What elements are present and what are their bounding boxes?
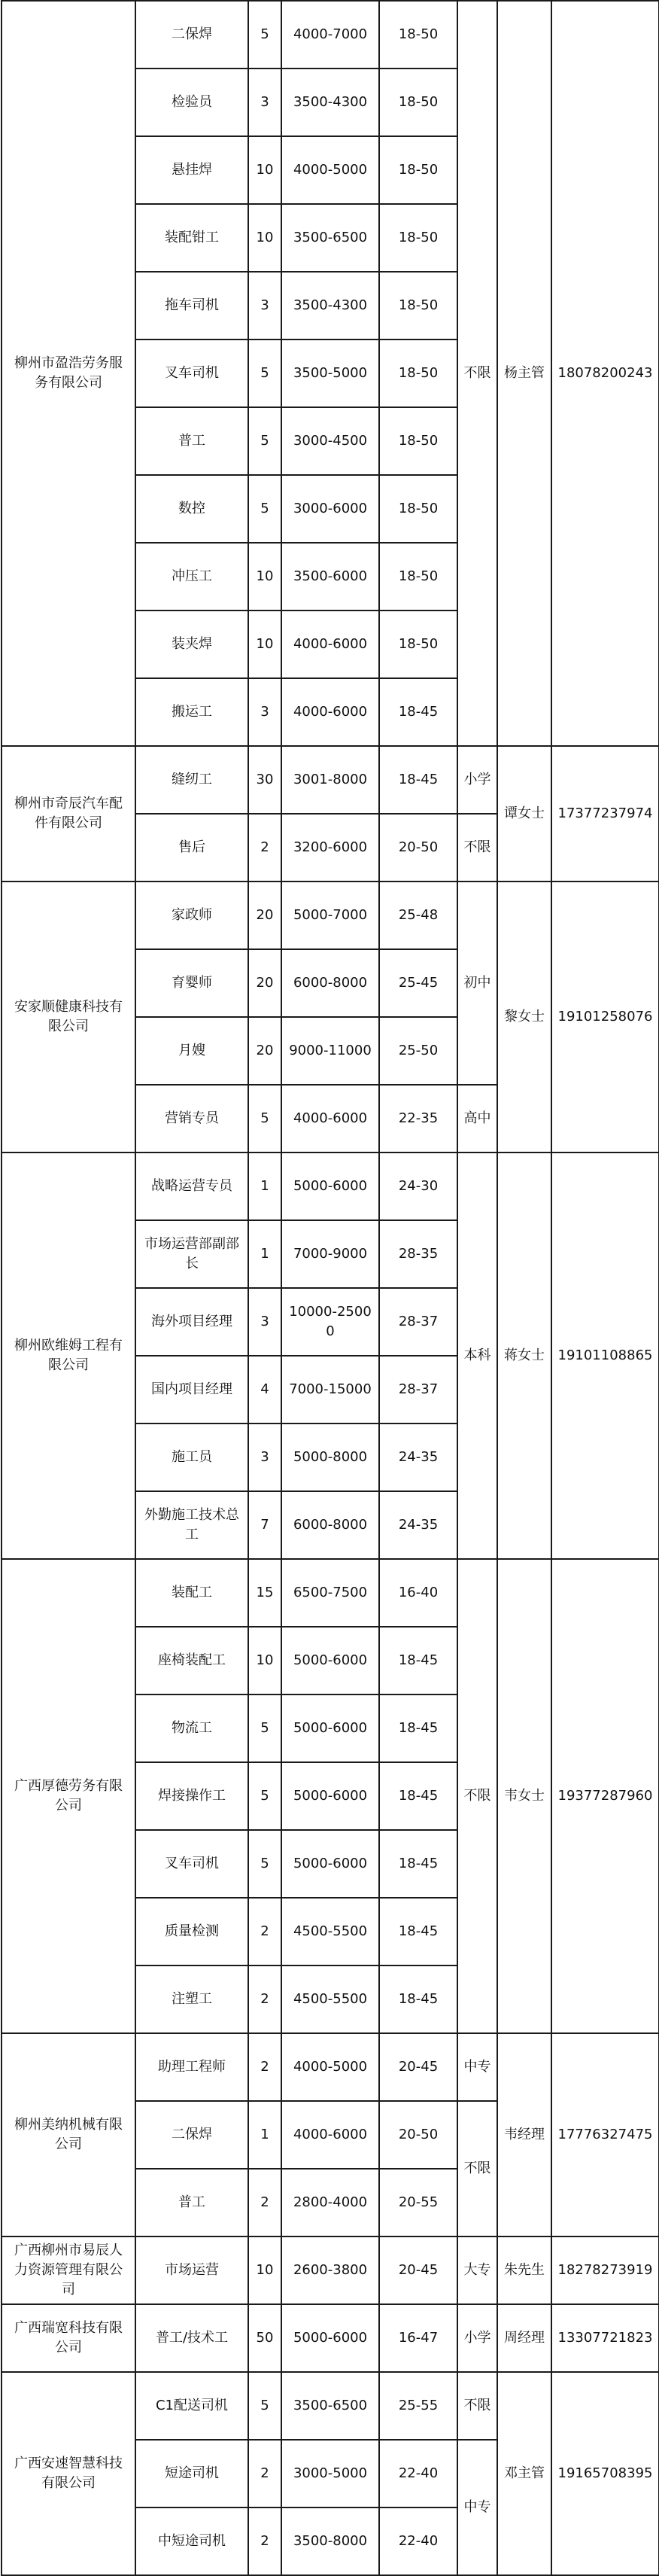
salary-range: 4000-6000 [281,611,379,678]
job-title: 家政师 [135,882,248,949]
education-requirement: 不限 [457,1,497,746]
headcount: 2 [248,2507,281,2575]
job-title: 缝纫工 [135,746,248,814]
contact-phone: 19101108865 [551,1153,659,1559]
company-name: 柳州美纳机械有限公司 [2,2033,135,2236]
contact-person: 韦经理 [497,2033,551,2236]
job-title: 月嫂 [135,1017,248,1085]
education-requirement: 小学 [457,746,497,814]
company-name: 广西瑞宽科技有限公司 [2,2304,135,2372]
job-title: 市场运营部副部长 [135,1220,248,1288]
age-range: 25-48 [379,882,457,949]
headcount: 10 [248,204,281,272]
age-range: 18-50 [379,475,457,543]
headcount: 15 [248,1559,281,1627]
table-row [2,2236,659,2304]
contact-person: 杨主管 [497,1,551,746]
age-range: 28-37 [379,1356,457,1423]
headcount: 5 [248,1830,281,1898]
job-title: 搬运工 [135,678,248,746]
headcount: 7 [248,1491,281,1559]
age-range: 18-50 [379,340,457,407]
job-title: 海外项目经理 [135,1288,248,1356]
job-title: 营销专员 [135,1085,248,1153]
age-range: 18-45 [379,746,457,814]
job-title: 数控 [135,475,248,543]
job-title: 装配钳工 [135,204,248,272]
education-requirement: 不限 [457,814,497,882]
headcount: 50 [248,2304,281,2372]
salary-range: 3500-5000 [281,340,379,407]
job-title: 二保焊 [135,1,248,69]
headcount: 5 [248,340,281,407]
headcount: 10 [248,543,281,611]
table-row [2,2372,659,2440]
headcount: 3 [248,272,281,340]
headcount: 2 [248,1965,281,2033]
age-range: 18-50 [379,1,457,69]
job-title: 座椅装配工 [135,1627,248,1694]
age-range: 22-40 [379,2507,457,2575]
education-requirement: 高中 [457,1085,497,1153]
education-requirement: 中专 [457,2440,497,2575]
salary-range: 4000-5000 [281,136,379,204]
age-range: 18-45 [379,1694,457,1762]
age-range: 24-35 [379,1423,457,1491]
job-title: 战略运营专员 [135,1153,248,1220]
salary-range: 5000-6000 [281,1694,379,1762]
headcount: 2 [248,2169,281,2236]
job-title: 检验员 [135,69,248,136]
contact-person: 谭女士 [497,746,551,882]
education-requirement: 小学 [457,2304,497,2372]
age-range: 18-50 [379,611,457,678]
salary-range: 3000-6000 [281,475,379,543]
job-title: 质量检测 [135,1898,248,1965]
headcount: 10 [248,1627,281,1694]
contact-person: 韦女士 [497,1559,551,2033]
age-range: 24-30 [379,1153,457,1220]
age-range: 25-50 [379,1017,457,1085]
salary-range: 4500-5500 [281,1898,379,1965]
company-name: 广西安速智慧科技有限公司 [2,2372,135,2575]
salary-range: 4000-6000 [281,1085,379,1153]
age-range: 16-40 [379,1559,457,1627]
job-title: 二保焊 [135,2101,248,2169]
headcount: 5 [248,1,281,69]
education-requirement: 初中 [457,882,497,1085]
headcount: 3 [248,1423,281,1491]
salary-range: 7000-15000 [281,1356,379,1423]
age-range: 20-50 [379,814,457,882]
salary-range: 4000-6000 [281,678,379,746]
salary-range: 3000-5000 [281,2440,379,2507]
job-title: 售后 [135,814,248,882]
table-row [2,746,659,814]
contact-person: 蒋女士 [497,1153,551,1559]
salary-range: 4000-6000 [281,2101,379,2169]
salary-range: 5000-7000 [281,882,379,949]
headcount: 5 [248,475,281,543]
contact-person: 周经理 [497,2304,551,2372]
contact-phone: 17776327475 [551,2033,659,2236]
job-title: 外勤施工技术总工 [135,1491,248,1559]
headcount: 3 [248,678,281,746]
job-title: C1配送司机 [135,2372,248,2440]
age-range: 18-50 [379,407,457,475]
salary-range: 3500-6500 [281,204,379,272]
age-range: 18-45 [379,1965,457,2033]
age-range: 18-50 [379,543,457,611]
age-range: 22-35 [379,1085,457,1153]
salary-range: 4000-7000 [281,1,379,69]
headcount: 2 [248,2440,281,2507]
headcount: 5 [248,1085,281,1153]
salary-range: 5000-6000 [281,1153,379,1220]
contact-phone: 18278273919 [551,2236,659,2304]
job-title: 助理工程师 [135,2033,248,2101]
job-title: 物流工 [135,1694,248,1762]
salary-range: 3000-4500 [281,407,379,475]
age-range: 18-50 [379,272,457,340]
headcount: 1 [248,1220,281,1288]
company-name: 柳州市盈浩劳务服务有限公司 [2,1,135,746]
salary-range: 3500-6500 [281,2372,379,2440]
salary-range: 5000-6000 [281,1762,379,1830]
age-range: 18-45 [379,1627,457,1694]
table-row [2,2033,659,2101]
job-title: 短途司机 [135,2440,248,2507]
age-range: 25-45 [379,949,457,1017]
salary-range: 4500-5500 [281,1965,379,2033]
age-range: 18-45 [379,1830,457,1898]
age-range: 18-45 [379,1762,457,1830]
job-title: 普工 [135,407,248,475]
headcount: 3 [248,1288,281,1356]
job-title: 市场运营 [135,2236,248,2304]
education-requirement: 不限 [457,2372,497,2440]
salary-range: 3500-6000 [281,543,379,611]
table-row [2,1,659,69]
headcount: 20 [248,882,281,949]
job-title: 悬挂焊 [135,136,248,204]
salary-range: 4000-5000 [281,2033,379,2101]
table-row [2,1559,659,1627]
salary-range: 3500-4300 [281,69,379,136]
table-row [2,1153,659,1220]
headcount: 3 [248,69,281,136]
age-range: 25-55 [379,2372,457,2440]
salary-range: 3500-8000 [281,2507,379,2575]
contact-phone: 19165708395 [551,2372,659,2575]
age-range: 18-50 [379,69,457,136]
contact-person: 邓主管 [497,2372,551,2575]
headcount: 5 [248,407,281,475]
job-title: 装夹焊 [135,611,248,678]
salary-range: 5000-6000 [281,1830,379,1898]
headcount: 5 [248,1694,281,1762]
headcount: 1 [248,1153,281,1220]
education-requirement: 不限 [457,2101,497,2236]
education-requirement: 大专 [457,2236,497,2304]
age-range: 20-45 [379,2236,457,2304]
headcount: 2 [248,814,281,882]
age-range: 18-50 [379,204,457,272]
headcount: 10 [248,2236,281,2304]
contact-person: 朱先生 [497,2236,551,2304]
job-title: 育婴师 [135,949,248,1017]
headcount: 10 [248,611,281,678]
salary-range: 9000-11000 [281,1017,379,1085]
age-range: 18-45 [379,1898,457,1965]
job-title: 冲压工 [135,543,248,611]
salary-range: 3200-6000 [281,814,379,882]
headcount: 5 [248,1762,281,1830]
table-row [2,2304,659,2372]
job-title: 叉车司机 [135,1830,248,1898]
contact-phone: 19377287960 [551,1559,659,2033]
job-title: 国内项目经理 [135,1356,248,1423]
age-range: 28-35 [379,1220,457,1288]
company-name: 柳州欧维姆工程有限公司 [2,1153,135,1559]
age-range: 22-40 [379,2440,457,2507]
age-range: 28-37 [379,1288,457,1356]
age-range: 20-55 [379,2169,457,2236]
job-title: 拖车司机 [135,272,248,340]
headcount: 2 [248,1898,281,1965]
job-title: 普工/技术工 [135,2304,248,2372]
headcount: 4 [248,1356,281,1423]
age-range: 16-47 [379,2304,457,2372]
job-title: 中短途司机 [135,2507,248,2575]
age-range: 18-50 [379,136,457,204]
job-title: 注塑工 [135,1965,248,2033]
contact-phone: 19101258076 [551,882,659,1153]
salary-range: 7000-9000 [281,1220,379,1288]
headcount: 10 [248,136,281,204]
job-title: 焊接操作工 [135,1762,248,1830]
job-title: 装配工 [135,1559,248,1627]
salary-range: 6500-7500 [281,1559,379,1627]
salary-range: 2800-4000 [281,2169,379,2236]
salary-range: 3500-4300 [281,272,379,340]
job-title: 叉车司机 [135,340,248,407]
salary-range: 5000-6000 [281,1627,379,1694]
table-row [2,882,659,949]
education-requirement: 不限 [457,1559,497,2033]
salary-range: 5000-6000 [281,2304,379,2372]
salary-range: 6000-8000 [281,1491,379,1559]
age-range: 20-45 [379,2033,457,2101]
job-listing-table [1,0,659,2576]
job-title: 普工 [135,2169,248,2236]
age-range: 20-50 [379,2101,457,2169]
company-name: 柳州市奇辰汽车配件有限公司 [2,746,135,882]
education-requirement: 中专 [457,2033,497,2101]
headcount: 5 [248,2372,281,2440]
age-range: 18-45 [379,678,457,746]
education-requirement: 本科 [457,1153,497,1559]
contact-phone: 18078200243 [551,1,659,746]
salary-range: 10000-25000 [281,1288,379,1356]
company-name: 安家顺健康科技有限公司 [2,882,135,1153]
headcount: 20 [248,949,281,1017]
headcount: 30 [248,746,281,814]
job-title: 施工员 [135,1423,248,1491]
headcount: 2 [248,2033,281,2101]
age-range: 24-35 [379,1491,457,1559]
salary-range: 3001-8000 [281,746,379,814]
salary-range: 6000-8000 [281,949,379,1017]
contact-person: 黎女士 [497,882,551,1153]
company-name: 广西柳州市易辰人力资源管理有限公司 [2,2236,135,2304]
contact-phone: 17377237974 [551,746,659,882]
headcount: 1 [248,2101,281,2169]
salary-range: 5000-8000 [281,1423,379,1491]
salary-range: 2600-3800 [281,2236,379,2304]
company-name: 广西厚德劳务有限公司 [2,1559,135,2033]
headcount: 20 [248,1017,281,1085]
contact-phone: 13307721823 [551,2304,659,2372]
